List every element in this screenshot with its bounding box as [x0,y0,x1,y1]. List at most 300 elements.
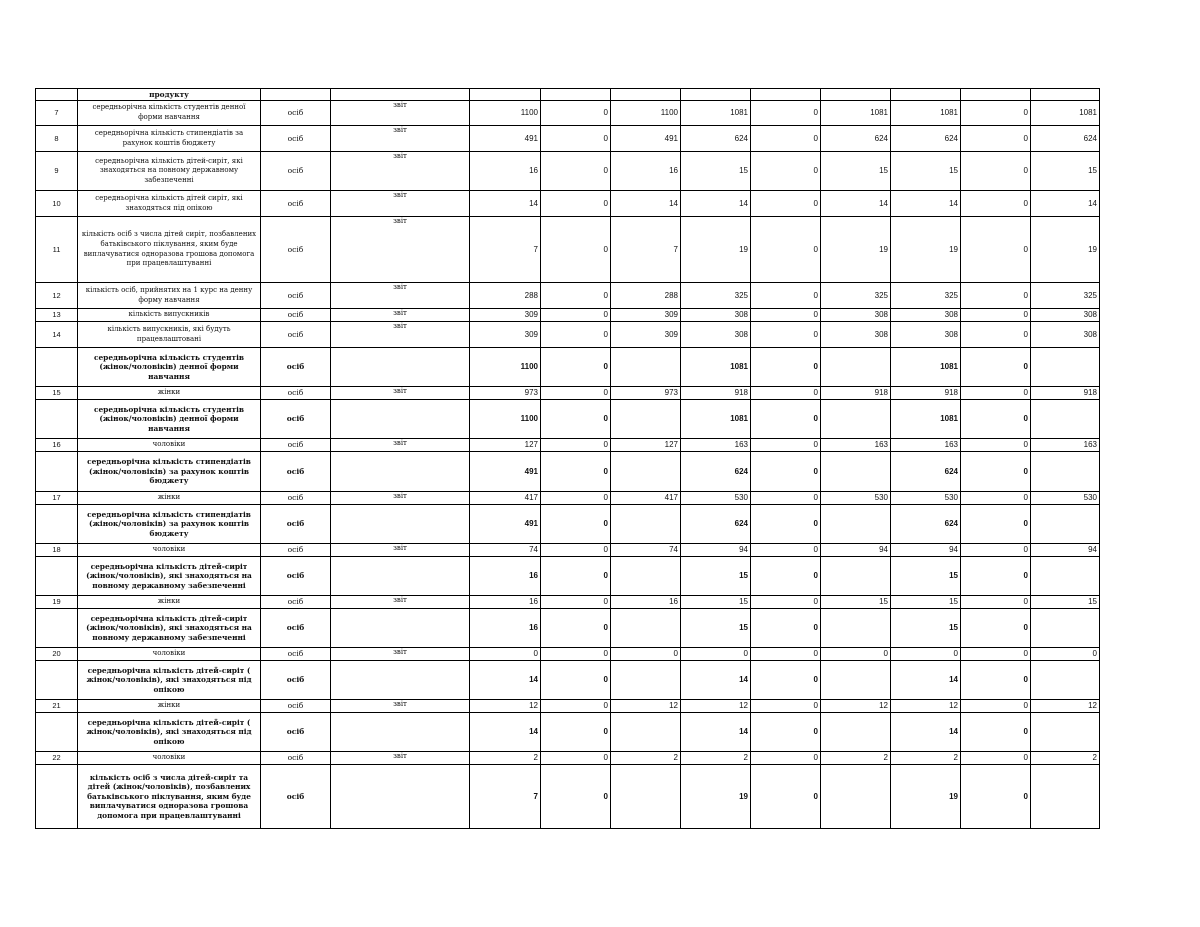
indicator-name-cell: середньорічна кількість дітей-сиріт ( жінок/чоловіків), які знаходяться під опікою [78,713,261,752]
value-cell: 0 [541,596,611,609]
value-cell: 624 [891,452,961,492]
value-cell: 0 [541,126,611,152]
value-cell: 0 [541,492,611,505]
value-cell: 14 [1031,191,1100,217]
indicator-name-cell: середньорічна кількість дітей-сиріт, які знаходяться на повному державному забезпеченні [78,152,261,191]
table-row [36,439,1100,452]
value-cell: 0 [961,648,1031,661]
value-cell [611,452,681,492]
value-cell: 16 [611,596,681,609]
value-cell: 0 [541,101,611,126]
value-cell: 127 [611,439,681,452]
source-cell: звіт [331,309,470,322]
unit-cell: осіб [261,648,331,661]
source-cell: звіт [331,322,470,348]
row-number-cell [36,400,78,439]
unit-cell: осіб [261,439,331,452]
value-cell: 288 [611,283,681,309]
value-cell: 624 [1031,126,1100,152]
value-cell: 0 [961,700,1031,713]
row-number-cell [36,557,78,596]
value-cell: 624 [681,452,751,492]
row-number-cell [36,609,78,648]
row-number-cell: 21 [36,700,78,713]
source-cell: звіт [331,126,470,152]
value-cell: 14 [891,713,961,752]
value-cell: 16 [470,596,541,609]
value-cell: 309 [611,322,681,348]
indicator-name-cell: середньорічна кількість дітей-сиріт (жінок/чоловіків), які знаходяться на повному державному забезпеченні [78,609,261,648]
value-cell: 0 [961,152,1031,191]
indicator-name-cell: кількість випускників, які будуть працевлаштовані [78,322,261,348]
value-cell: 0 [961,765,1031,829]
value-cell: 15 [1031,152,1100,191]
row-number-cell: 17 [36,492,78,505]
value-cell: 0 [541,348,611,387]
row-number-cell: 18 [36,544,78,557]
value-cell [821,765,891,829]
value-cell: 2 [1031,752,1100,765]
value-cell: 14 [470,661,541,700]
row-number-cell: 15 [36,387,78,400]
value-cell: 1081 [681,400,751,439]
value-cell: 0 [751,217,821,283]
value-cell: 624 [891,505,961,544]
value-cell: 0 [961,217,1031,283]
value-cell: 1081 [1031,101,1100,126]
value-cell: 0 [821,648,891,661]
row-number-cell [36,713,78,752]
value-cell: 14 [681,661,751,700]
indicator-name-cell: чоловіки [78,752,261,765]
value-cell: 19 [1031,217,1100,283]
row-number-cell: 13 [36,309,78,322]
table-row [36,387,1100,400]
value-cell [1031,452,1100,492]
source-cell [331,89,470,101]
value-cell: 624 [681,505,751,544]
value-cell: 0 [751,387,821,400]
value-cell: 1081 [891,400,961,439]
value-cell: 309 [470,309,541,322]
value-cell: 0 [961,713,1031,752]
value-cell: 0 [541,283,611,309]
unit-cell: осіб [261,348,331,387]
value-cell: 0 [541,152,611,191]
row-number-cell [36,452,78,492]
unit-cell: осіб [261,557,331,596]
table-row [36,492,1100,505]
value-cell: 12 [891,700,961,713]
source-cell [331,452,470,492]
value-cell: 308 [891,309,961,322]
row-number-cell [36,89,78,101]
value-cell: 918 [681,387,751,400]
value-cell: 0 [961,101,1031,126]
value-cell: 0 [961,322,1031,348]
value-cell: 0 [751,544,821,557]
value-cell: 1081 [891,348,961,387]
value-cell: 918 [891,387,961,400]
unit-cell: осіб [261,387,331,400]
value-cell: 12 [821,700,891,713]
source-cell: звіт [331,439,470,452]
unit-cell [261,89,331,101]
value-cell: 0 [961,348,1031,387]
value-cell: 0 [541,505,611,544]
value-cell [611,765,681,829]
value-cell: 19 [681,765,751,829]
value-cell: 0 [541,648,611,661]
value-cell [821,661,891,700]
unit-cell: осіб [261,713,331,752]
table-row [36,348,1100,387]
value-cell: 0 [541,309,611,322]
value-cell [821,348,891,387]
row-number-cell: 20 [36,648,78,661]
source-cell: звіт [331,191,470,217]
table-row [36,101,1100,126]
value-cell: 530 [1031,492,1100,505]
value-cell: 14 [470,713,541,752]
value-cell: 491 [470,452,541,492]
table-row [36,89,1100,101]
unit-cell: осіб [261,309,331,322]
table-body [36,89,1100,829]
row-number-cell [36,765,78,829]
indicator-name-cell: чоловіки [78,648,261,661]
unit-cell: осіб [261,596,331,609]
value-cell: 0 [961,309,1031,322]
value-cell: 0 [751,191,821,217]
value-cell [611,348,681,387]
row-number-cell: 19 [36,596,78,609]
row-number-cell [36,661,78,700]
unit-cell: осіб [261,544,331,557]
value-cell: 1100 [470,348,541,387]
value-cell: 0 [541,400,611,439]
value-cell: 308 [1031,322,1100,348]
value-cell: 0 [751,648,821,661]
value-cell: 417 [470,492,541,505]
value-cell [821,609,891,648]
value-cell [821,713,891,752]
row-number-cell: 14 [36,322,78,348]
value-cell: 74 [611,544,681,557]
value-cell: 15 [821,596,891,609]
value-cell: 308 [821,322,891,348]
value-cell: 15 [891,609,961,648]
value-cell: 16 [470,609,541,648]
source-cell: звіт [331,596,470,609]
value-cell [611,713,681,752]
value-cell [821,89,891,101]
unit-cell: осіб [261,191,331,217]
value-cell: 12 [681,700,751,713]
indicator-name-cell: жінки [78,492,261,505]
indicator-name-cell: жінки [78,700,261,713]
indicator-name-cell: продукту [78,89,261,101]
value-cell: 624 [891,126,961,152]
indicator-name-cell: середньорічна кількість дітей-сиріт (жінок/чоловіків), які знаходяться на повному державному забезпеченні [78,557,261,596]
value-cell: 0 [541,557,611,596]
table-row [36,648,1100,661]
unit-cell: осіб [261,661,331,700]
value-cell: 0 [541,700,611,713]
value-cell: 325 [821,283,891,309]
value-cell: 0 [751,596,821,609]
value-cell: 0 [751,661,821,700]
indicator-name-cell: середньорічна кількість стипендіатів (жінок/чоловіків) за рахунок коштів бюджету [78,505,261,544]
source-cell: звіт [331,217,470,283]
table-row [36,752,1100,765]
value-cell: 12 [470,700,541,713]
row-number-cell: 22 [36,752,78,765]
value-cell: 491 [470,126,541,152]
value-cell: 7 [470,217,541,283]
value-cell: 0 [470,648,541,661]
row-number-cell: 9 [36,152,78,191]
table-row [36,452,1100,492]
source-cell [331,400,470,439]
value-cell: 918 [1031,387,1100,400]
value-cell: 14 [891,661,961,700]
value-cell: 0 [541,661,611,700]
table-row [36,544,1100,557]
row-number-cell: 12 [36,283,78,309]
source-cell [331,765,470,829]
indicator-name-cell: жінки [78,387,261,400]
indicator-name-cell: середньорічна кількість студентів (жінок/чоловіків) денної форми навчання [78,348,261,387]
source-cell [331,609,470,648]
row-number-cell: 16 [36,439,78,452]
indicator-name-cell: кількість осіб, прийнятих на 1 курс на денну форму навчання [78,283,261,309]
value-cell [1031,713,1100,752]
value-cell: 0 [751,348,821,387]
unit-cell: осіб [261,452,331,492]
value-cell: 0 [751,309,821,322]
value-cell: 0 [751,505,821,544]
table-row [36,400,1100,439]
table-row [36,322,1100,348]
value-cell: 15 [1031,596,1100,609]
table-row [36,609,1100,648]
value-cell [611,400,681,439]
source-cell: звіт [331,648,470,661]
value-cell: 0 [751,700,821,713]
source-cell [331,557,470,596]
value-cell [611,557,681,596]
value-cell: 973 [611,387,681,400]
unit-cell: осіб [261,101,331,126]
value-cell: 163 [891,439,961,452]
value-cell: 0 [751,439,821,452]
indicator-name-cell: жінки [78,596,261,609]
value-cell: 163 [821,439,891,452]
value-cell: 491 [611,126,681,152]
value-cell [1031,661,1100,700]
value-cell: 0 [751,609,821,648]
value-cell [1031,557,1100,596]
value-cell [891,89,961,101]
value-cell [470,89,541,101]
value-cell: 0 [541,765,611,829]
value-cell: 624 [821,126,891,152]
unit-cell: осіб [261,765,331,829]
value-cell: 0 [541,452,611,492]
source-cell: звіт [331,752,470,765]
value-cell: 0 [751,101,821,126]
table-row [36,661,1100,700]
table-row [36,283,1100,309]
value-cell: 14 [821,191,891,217]
value-cell: 94 [891,544,961,557]
table-row [36,191,1100,217]
table-row [36,765,1100,829]
value-cell: 308 [681,309,751,322]
value-cell [541,89,611,101]
value-cell: 0 [961,400,1031,439]
value-cell: 0 [611,648,681,661]
value-cell [961,89,1031,101]
value-cell: 0 [961,544,1031,557]
value-cell: 15 [681,152,751,191]
row-number-cell: 11 [36,217,78,283]
value-cell: 15 [681,609,751,648]
value-cell: 0 [541,544,611,557]
unit-cell: осіб [261,752,331,765]
value-cell: 309 [470,322,541,348]
value-cell: 15 [891,152,961,191]
value-cell: 0 [751,765,821,829]
value-cell: 14 [681,191,751,217]
value-cell: 2 [470,752,541,765]
value-cell: 325 [891,283,961,309]
source-cell [331,505,470,544]
value-cell: 0 [751,152,821,191]
source-cell: звіт [331,387,470,400]
value-cell: 12 [611,700,681,713]
value-cell: 14 [470,191,541,217]
value-cell: 0 [961,492,1031,505]
unit-cell: осіб [261,283,331,309]
value-cell: 308 [1031,309,1100,322]
value-cell [611,505,681,544]
value-cell: 0 [751,126,821,152]
value-cell: 74 [470,544,541,557]
value-cell [1031,765,1100,829]
value-cell: 0 [961,126,1031,152]
value-cell: 163 [1031,439,1100,452]
value-cell: 530 [891,492,961,505]
source-cell: звіт [331,152,470,191]
indicator-name-cell: кількість випускників [78,309,261,322]
unit-cell: осіб [261,126,331,152]
value-cell: 15 [891,596,961,609]
value-cell: 0 [541,322,611,348]
value-cell: 2 [821,752,891,765]
table-row [36,713,1100,752]
value-cell: 19 [821,217,891,283]
value-cell: 1081 [891,101,961,126]
value-cell: 0 [541,713,611,752]
value-cell: 16 [470,557,541,596]
value-cell: 163 [681,439,751,452]
value-cell: 94 [821,544,891,557]
value-cell [821,557,891,596]
table-row [36,505,1100,544]
value-cell: 15 [681,596,751,609]
value-cell: 308 [681,322,751,348]
source-cell: звіт [331,544,470,557]
indicator-name-cell: середньорічна кількість студентів (жінок/чоловіків) денної форми навчання [78,400,261,439]
value-cell: 0 [961,609,1031,648]
value-cell [611,661,681,700]
value-cell: 2 [681,752,751,765]
value-cell: 0 [961,661,1031,700]
value-cell: 491 [470,505,541,544]
value-cell: 15 [891,557,961,596]
value-cell: 94 [681,544,751,557]
value-cell: 288 [470,283,541,309]
value-cell [611,89,681,101]
value-cell: 0 [751,400,821,439]
row-number-cell [36,505,78,544]
value-cell: 0 [961,752,1031,765]
value-cell: 16 [611,152,681,191]
value-cell: 624 [681,126,751,152]
value-cell: 0 [961,439,1031,452]
value-cell: 0 [541,191,611,217]
value-cell: 0 [961,596,1031,609]
value-cell [751,89,821,101]
value-cell [1031,89,1100,101]
value-cell: 309 [611,309,681,322]
value-cell: 16 [470,152,541,191]
indicator-name-cell: чоловіки [78,544,261,557]
value-cell: 0 [541,752,611,765]
source-cell [331,713,470,752]
indicator-name-cell: чоловіки [78,439,261,452]
value-cell [821,400,891,439]
row-number-cell: 7 [36,101,78,126]
value-cell: 14 [611,191,681,217]
value-cell: 308 [891,322,961,348]
value-cell [1031,348,1100,387]
table-row [36,217,1100,283]
value-cell: 0 [751,283,821,309]
table-row [36,700,1100,713]
row-number-cell: 8 [36,126,78,152]
value-cell: 0 [541,609,611,648]
value-cell: 308 [821,309,891,322]
unit-cell: осіб [261,505,331,544]
unit-cell: осіб [261,152,331,191]
value-cell: 0 [751,492,821,505]
value-cell: 0 [751,322,821,348]
value-cell: 1100 [611,101,681,126]
value-cell: 0 [541,387,611,400]
source-cell [331,348,470,387]
value-cell [821,452,891,492]
value-cell: 7 [470,765,541,829]
value-cell: 7 [611,217,681,283]
unit-cell: осіб [261,400,331,439]
value-cell: 0 [961,283,1031,309]
value-cell: 0 [1031,648,1100,661]
indicator-name-cell: кількість осіб з числа дітей сиріт, позбавлених батьківського піклування, яким буде виплачуватися одноразова грошова допомога при працевлаштуванні [78,217,261,283]
value-cell: 0 [961,452,1031,492]
